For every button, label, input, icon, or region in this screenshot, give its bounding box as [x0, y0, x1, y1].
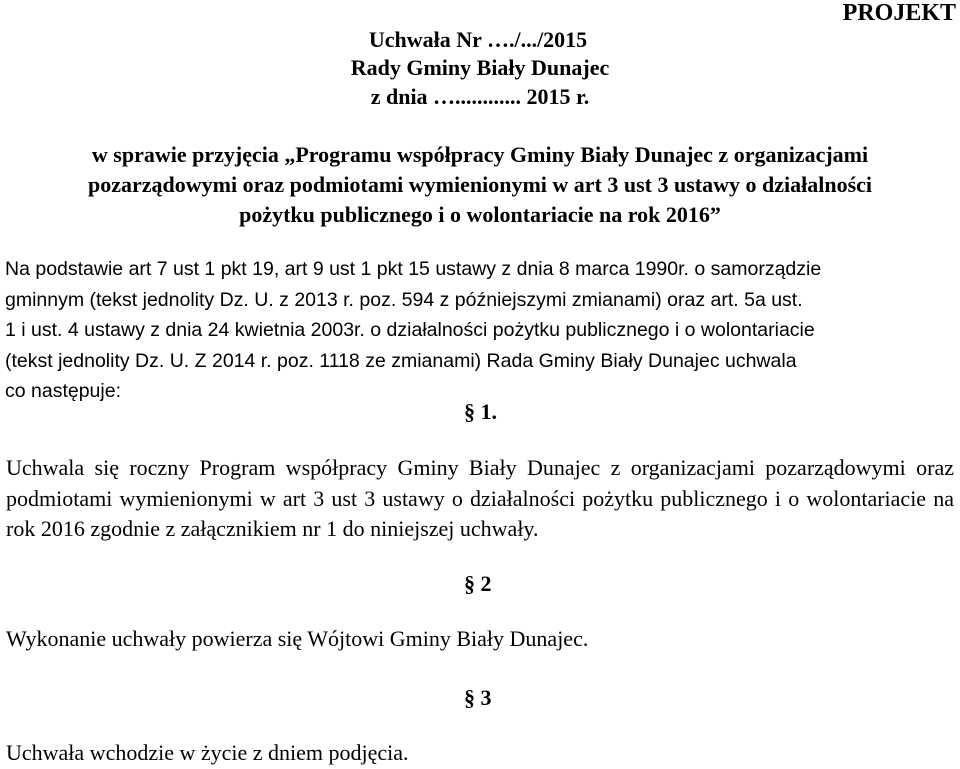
section-number-3: § 3 [464, 685, 492, 710]
subject-line: w sprawie przyjęcia „Programu współpracy Gminy Biały Dunajec z organizacjami [91, 142, 869, 167]
legal-basis [5, 254, 953, 407]
council-name: Rady Gminy Biały Dunajec [350, 55, 610, 80]
subject-line: pozarządowymi oraz podmiotami wymienionymi w art 3 ust 3 ustawy o działalności [87, 172, 873, 197]
legal-basis-line: Na podstawie art 7 ust 1 pkt 19, art 9 ust 1 pkt 15 ustawy z dnia 8 marca 1990r. o samorządzie [5, 258, 822, 280]
section-text-1: Uchwala się roczny Program współpracy Gminy Biały Dunajec z organizacjami pozarządowymi oraz podmiotami wymienionymi w art 3 ust 3 ustawy o działalności pożytku publicznego i o wolontariacie na rok 2016 zgodnie z załącznikiem nr 1 do niniejszej uchwały. [6, 455, 954, 541]
section-number-1: § 1. [464, 399, 497, 424]
legal-basis-line: 1 i ust. 4 ustawy z dnia 24 kwietnia 2003r. o działalności pożytku publicznego i o wolontariacie [5, 319, 815, 341]
subject-line: pożytku publicznego i o wolontariacie na rok 2016” [239, 202, 721, 227]
legal-basis-line: co następuje: [5, 380, 122, 402]
section-number-2: § 2 [464, 571, 492, 596]
resolution-number: Uchwała Nr …./.../2015 [368, 27, 588, 52]
legal-basis-line: (tekst jednolity Dz. U. Z 2014 r. poz. 1118 ze zmianami) Rada Gminy Biały Dunajec uchwala [5, 349, 797, 372]
section-text-2: Wykonanie uchwały powierza się Wójtowi Gminy Biały Dunajec. [6, 626, 589, 651]
legal-basis-line: gminnym (tekst jednolity Dz. U. z 2013 r. poz. 594 z późniejszymi zmianami) oraz art. 5a ust. [5, 288, 803, 311]
section-text-3: Uchwała wchodzie w życie z dniem podjęcia. [6, 740, 409, 765]
resolution-date: z dnia …............ 2015 r. [370, 84, 590, 109]
resolution-subject [0, 140, 960, 230]
draft-status-label: PROJEKT [842, 0, 956, 26]
